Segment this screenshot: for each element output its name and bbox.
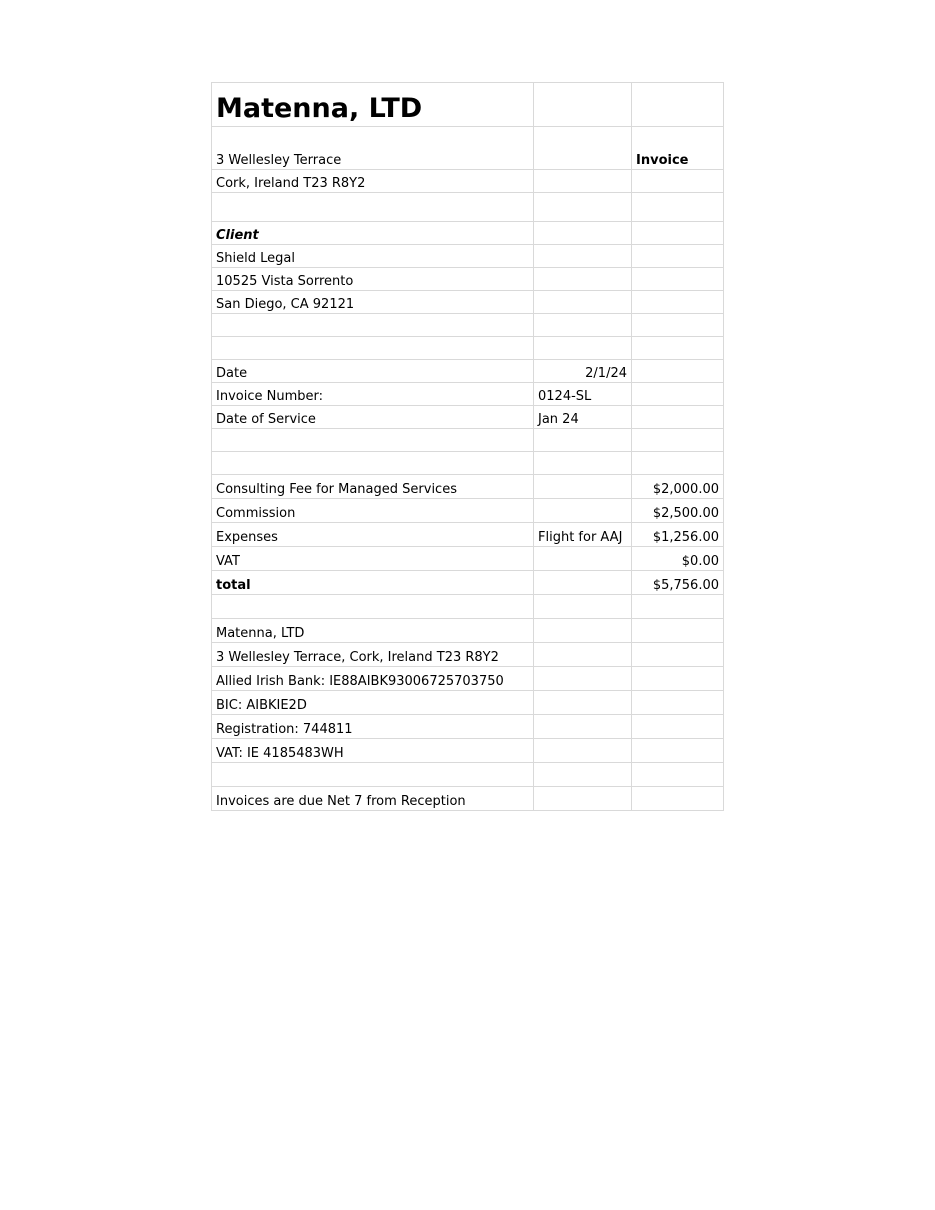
line-item-row: [212, 523, 724, 547]
empty-row: [212, 429, 724, 452]
footer-registration-row: [212, 715, 724, 739]
total-label: total: [212, 571, 534, 595]
line-item-amount: $0.00: [632, 547, 724, 571]
client-name: Shield Legal: [212, 245, 534, 268]
line-item-note: Flight for AAJ: [534, 523, 632, 547]
company-name: Matenna, LTD: [212, 83, 534, 127]
line-item-note: [534, 499, 632, 523]
total-row: [212, 571, 724, 595]
line-item-row: [212, 547, 724, 571]
empty-row: [212, 595, 724, 619]
invoice-number-label: Invoice Number:: [212, 383, 534, 406]
line-item-description: Consulting Fee for Managed Services: [212, 475, 534, 499]
empty-row: [212, 337, 724, 360]
client-address-line2: San Diego, CA 92121: [212, 291, 534, 314]
line-item-note: [534, 547, 632, 571]
invoice-sheet: [211, 82, 724, 811]
footer-bank: Allied Irish Bank: IE88AIBK93006725703750: [212, 667, 534, 691]
service-date-row: [212, 406, 724, 429]
line-item-amount: $2,500.00: [632, 499, 724, 523]
footer-company-name: Matenna, LTD: [212, 619, 534, 643]
line-item-row: [212, 499, 724, 523]
footer-address-row: [212, 643, 724, 667]
line-item-description: Commission: [212, 499, 534, 523]
line-item-note: [534, 475, 632, 499]
address-row-2: [212, 170, 724, 193]
invoice-number-value: 0124-SL: [534, 383, 632, 406]
service-date-value: Jan 24: [534, 406, 632, 429]
footer-vat-row: [212, 739, 724, 763]
footer-terms-row: [212, 787, 724, 811]
client-address-line1: 10525 Vista Sorrento: [212, 268, 534, 291]
company-address-line1: 3 Wellesley Terrace: [212, 127, 534, 170]
footer-bic: BIC: AIBKIE2D: [212, 691, 534, 715]
footer-bic-row: [212, 691, 724, 715]
service-date-label: Date of Service: [212, 406, 534, 429]
footer-bank-row: [212, 667, 724, 691]
empty-row: [212, 193, 724, 222]
footer-address: 3 Wellesley Terrace, Cork, Ireland T23 R8Y2: [212, 643, 534, 667]
date-label: Date: [212, 360, 534, 383]
address-row-1: [212, 127, 724, 170]
client-heading-row: [212, 222, 724, 245]
client-address-row-2: [212, 291, 724, 314]
client-address-row-1: [212, 268, 724, 291]
empty-row: [212, 763, 724, 787]
line-item-amount: $2,000.00: [632, 475, 724, 499]
client-heading: Client: [212, 222, 534, 245]
footer-terms: Invoices are due Net 7 from Reception: [212, 787, 534, 811]
line-item-amount: $1,256.00: [632, 523, 724, 547]
line-item-description: Expenses: [212, 523, 534, 547]
line-item-row: [212, 475, 724, 499]
empty-row: [212, 314, 724, 337]
date-row: [212, 360, 724, 383]
footer-company-row: [212, 619, 724, 643]
invoice-number-row: [212, 383, 724, 406]
date-value: 2/1/24: [534, 360, 632, 383]
invoice-label: Invoice: [632, 127, 724, 170]
company-address-line2: Cork, Ireland T23 R8Y2: [212, 170, 534, 193]
footer-registration: Registration: 744811: [212, 715, 534, 739]
line-item-description: VAT: [212, 547, 534, 571]
client-name-row: [212, 245, 724, 268]
company-name-row: [212, 83, 724, 127]
empty-row: [212, 452, 724, 475]
total-amount: $5,756.00: [632, 571, 724, 595]
footer-vat: VAT: IE 4185483WH: [212, 739, 534, 763]
